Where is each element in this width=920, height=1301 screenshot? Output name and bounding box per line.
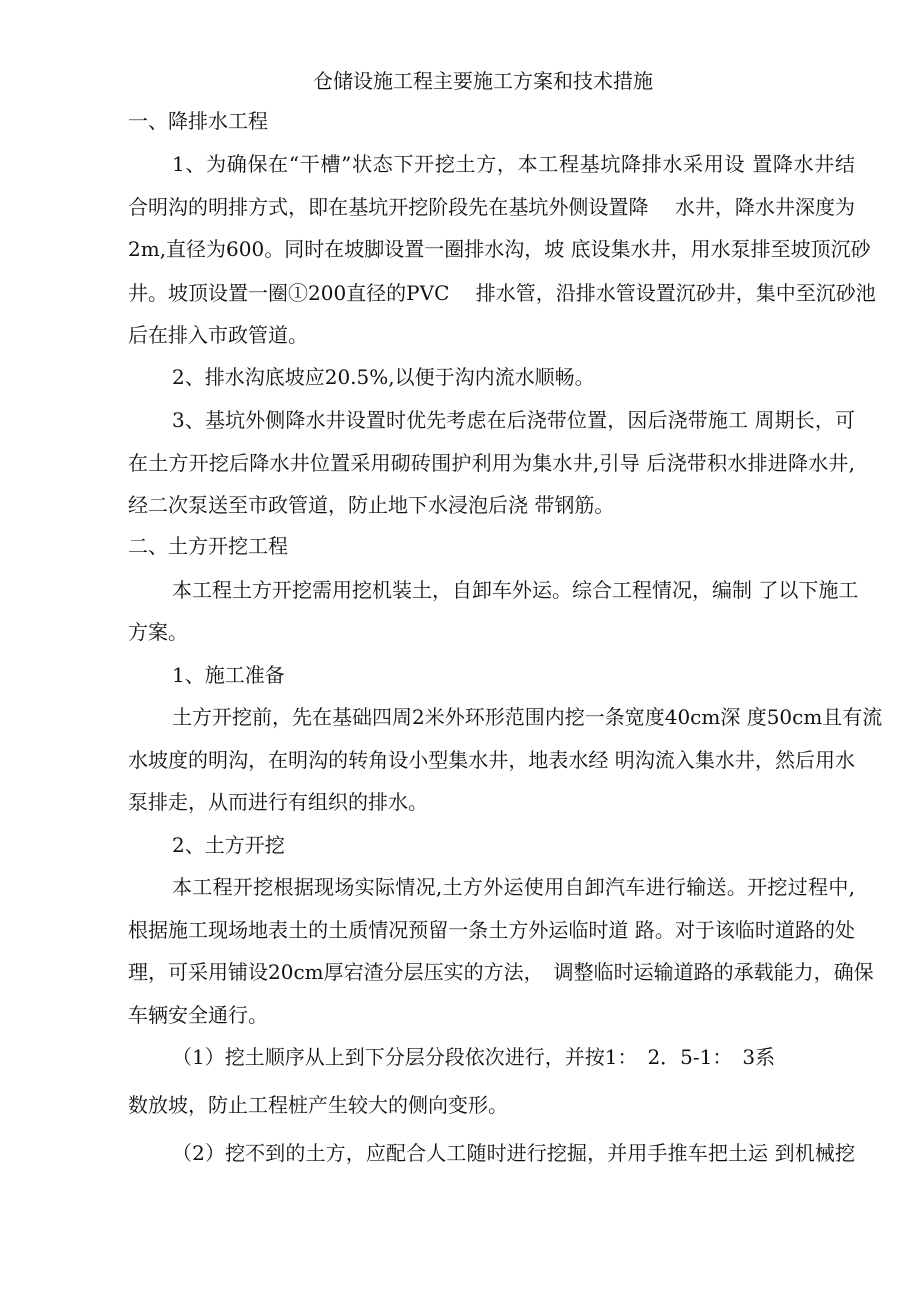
paragraph-line: 后在排入市政管道。 [128, 323, 308, 347]
paragraph-line: 土方开挖前，先在基础四周2米外环形范围内挖一条宽度40cm深 度50cm且有流 [172, 705, 883, 729]
paragraph-line: 水坡度的明沟，在明沟的转角设小型集水井，地表水经 明沟流入集水井，然后用水 [128, 748, 855, 772]
list-item: （1）挖土顺序从上到下分层分段依次进行，并按1： 2．5-1： 3系 [172, 1045, 776, 1069]
paragraph-line: 2m,直径为600。同时在坡脚设置一圈排水沟，坡 底设集水井，用水泵排至坡顶沉砂 [128, 237, 871, 261]
section-heading-earthwork: 二、土方开挖工程 [128, 534, 288, 558]
page-title: 仓储设施工程主要施工方案和技术措施 [313, 69, 653, 93]
subheading-excavation: 2、土方开挖 [172, 833, 285, 857]
paragraph-line: 方案。 [128, 620, 188, 644]
paragraph-line: 理，可采用铺设20cm厚宕渣分层压实的方法， 调整临时运输道路的承载能力，确保 [128, 960, 874, 984]
paragraph-line: 3、基坑外侧降水井设置时优先考虑在后浇带位置，因后浇带施工 周期长，可 [172, 408, 855, 432]
paragraph-line: 1、为确保在“干槽”状态下开挖土方，本工程基坑降排水采用设 置降水井结 [172, 152, 855, 176]
subheading-preparation: 1、施工准备 [172, 663, 285, 687]
paragraph-line: 本工程开挖根据现场实际情况,土方外运使用自卸汽车进行输送。开挖过程中, [172, 875, 855, 899]
paragraph-line: 井。坡顶设置一圈①200直径的PVC 排水管，沿排水管设置沉砂井，集中至沉砂池 [128, 281, 876, 305]
paragraph-line: 合明沟的明排方式，即在基坑开挖阶段先在基坑外侧设置降 水井，降水井深度为 [128, 195, 855, 219]
paragraph-line: 经二次泵送至市政管道，防止地下水浸泡后浇 带钢筋。 [128, 493, 615, 517]
paragraph-line: 本工程土方开挖需用挖机装土，自卸车外运。综合工程情况，编制 了以下施工 [172, 578, 859, 602]
list-item-continuation: 数放坡，防止工程桩产生较大的侧向变形。 [128, 1093, 508, 1117]
section-heading-drainage: 一、降排水工程 [128, 109, 268, 133]
paragraph-line: 在土方开挖后降水井位置采用砌砖围护利用为集水井,引导 后浇带积水排进降水井, [128, 451, 855, 475]
paragraph-line: 泵排走，从而进行有组织的排水。 [128, 790, 428, 814]
paragraph-line: 根据施工现场地表土的土质情况预留一条土方外运临时道 路。对于该临时道路的处 [128, 918, 855, 942]
paragraph-line: 2、排水沟底坡应20.5%,以便于沟内流水顺畅。 [172, 365, 595, 389]
paragraph-line: 车辆安全通行。 [128, 1003, 268, 1027]
list-item: （2）挖不到的土方，应配合人工随时进行挖掘，并用手推车把土运 到机械挖 [172, 1141, 855, 1165]
